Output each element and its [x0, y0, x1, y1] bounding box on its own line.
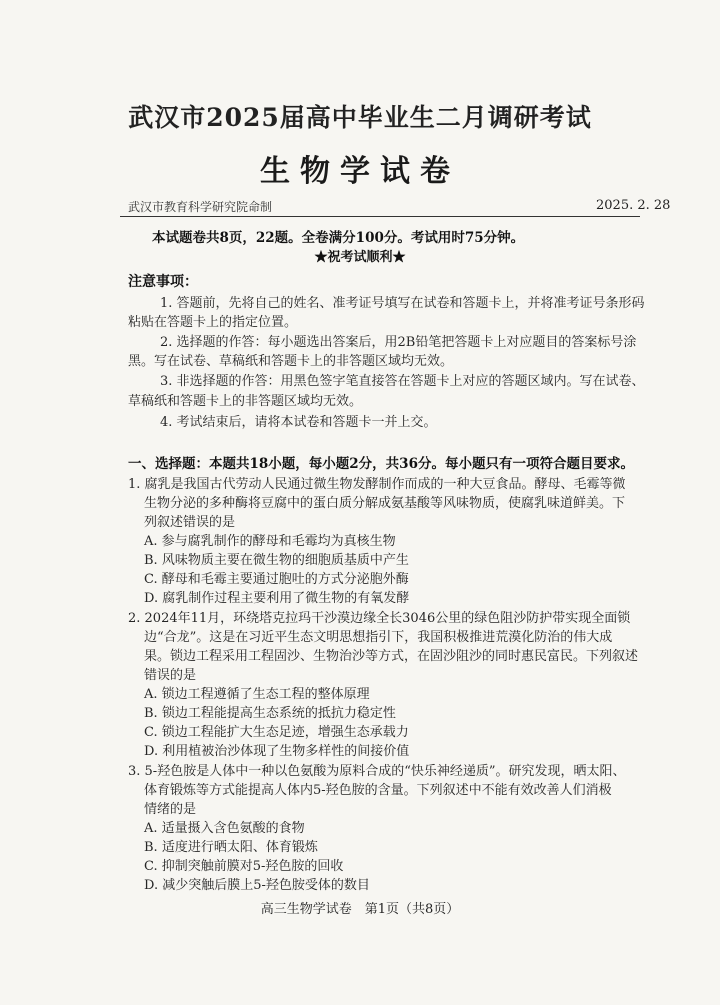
note-line: 粘贴在答题卡上的指定位置。: [128, 315, 298, 330]
exam-subtitle: 生物学试卷: [260, 154, 460, 189]
question-2-stem: 2. 2024年11月，环绕塔克拉玛干沙漠边缘全长3046公里的绿色阻沙防护带实现全面锁: [128, 611, 631, 626]
section-heading: 一、选择题：本题共18小题，每小题2分，共36分。每小题只有一项符合题目要求。: [128, 456, 634, 472]
question-1-option-b: B. 风味物质主要在微生物的细胞质基质中产生: [144, 553, 409, 568]
page-footer: 高三生物学试卷 第1页（共8页）: [260, 902, 460, 917]
question-2-option-a: A. 锁边工程遵循了生态工程的整体原理: [144, 687, 370, 702]
exam-title: 武汉市2025届高中毕业生二月调研考试: [128, 103, 592, 132]
question-2-stem: 边“合龙”。这是在习近平生态文明思想指引下，我国积极推进荒漠化防治的伟大成: [144, 630, 613, 645]
good-luck-line: ★祝考试顺利★: [314, 250, 406, 265]
question-3-option-d: D. 减少突触后膜上5-羟色胺受体的数目: [144, 878, 370, 893]
exam-summary: 本试题卷共8页，22题。全卷满分100分。考试用时75分钟。: [152, 230, 525, 246]
question-2-option-d: D. 利用植被治沙体现了生物多样性的间接价值: [144, 744, 410, 759]
note-line: 黑。写在试卷、草稿纸和答题卡上的非答题区域均无效。: [128, 354, 454, 369]
question-3-stem: 3. 5-羟色胺是人体中一种以色氨酸为原料合成的“快乐神经递质”。研究发现，晒太阳、: [128, 764, 626, 779]
notes-heading: 注意事项：: [128, 274, 198, 290]
note-line: 2. 选择题的作答：每小题选出答案后，用2B铅笔把答题卡上对应题目的答案标号涂: [160, 335, 637, 350]
exam-source: 武汉市教育科学研究院命制: [128, 200, 273, 214]
question-3-stem: 体育锻炼等方式能提高人体内5-羟色胺的含量。下列叙述中不能有效改善人们消极: [144, 783, 612, 798]
question-1-option-d: D. 腐乳制作过程主要利用了微生物的有氧发酵: [144, 591, 410, 606]
question-2-option-c: C. 锁边工程能扩大生态足迹，增强生态承载力: [144, 725, 409, 740]
question-2-stem: 果。锁边工程采用工程固沙、生物治沙等方式，在固沙阻沙的同时惠民富民。下列叙述: [144, 649, 639, 664]
question-1-stem: 1. 腐乳是我国古代劳动人民通过微生物发酵制作而成的一种大豆食品。酵母、毛霉等微: [128, 477, 626, 492]
header-divider: [120, 216, 640, 217]
question-3-option-c: C. 抑制突触前膜对5-羟色胺的回收: [144, 859, 344, 874]
note-line: 3. 非选择题的作答：用黑色签字笔直接答在答题卡上对应的答题区域内。写在试卷、: [160, 374, 645, 389]
question-1-option-c: C. 酵母和毛霉主要通过胞吐的方式分泌胞外酶: [144, 572, 409, 587]
question-2-stem: 错误的是: [144, 668, 197, 683]
note-line: 4. 考试结束后，请将本试卷和答题卡一并上交。: [160, 415, 437, 430]
question-1-stem: 生物分泌的多种酶将豆腐中的蛋白质分解成氨基酸等风味物质，使腐乳味道鲜美。下: [144, 496, 626, 511]
exam-date: 2025. 2. 28: [596, 198, 671, 213]
question-2-option-b: B. 锁边工程能提高生态系统的抵抗力稳定性: [144, 706, 396, 721]
question-3-stem: 情绪的是: [144, 802, 197, 817]
question-3-option-b: B. 适度进行晒太阳、体育锻炼: [144, 840, 318, 855]
question-1-option-a: A. 参与腐乳制作的酵母和毛霉均为真核生物: [144, 534, 396, 549]
note-line: 草稿纸和答题卡上的非答题区域均无效。: [128, 394, 363, 409]
question-1-stem: 列叙述错误的是: [144, 515, 236, 530]
note-line: 1. 答题前，先将自己的姓名、准考证号填写在试卷和答题卡上，并将准考证号条形码: [160, 296, 645, 311]
question-3-option-a: A. 适量摄入含色氨酸的食物: [144, 821, 305, 836]
